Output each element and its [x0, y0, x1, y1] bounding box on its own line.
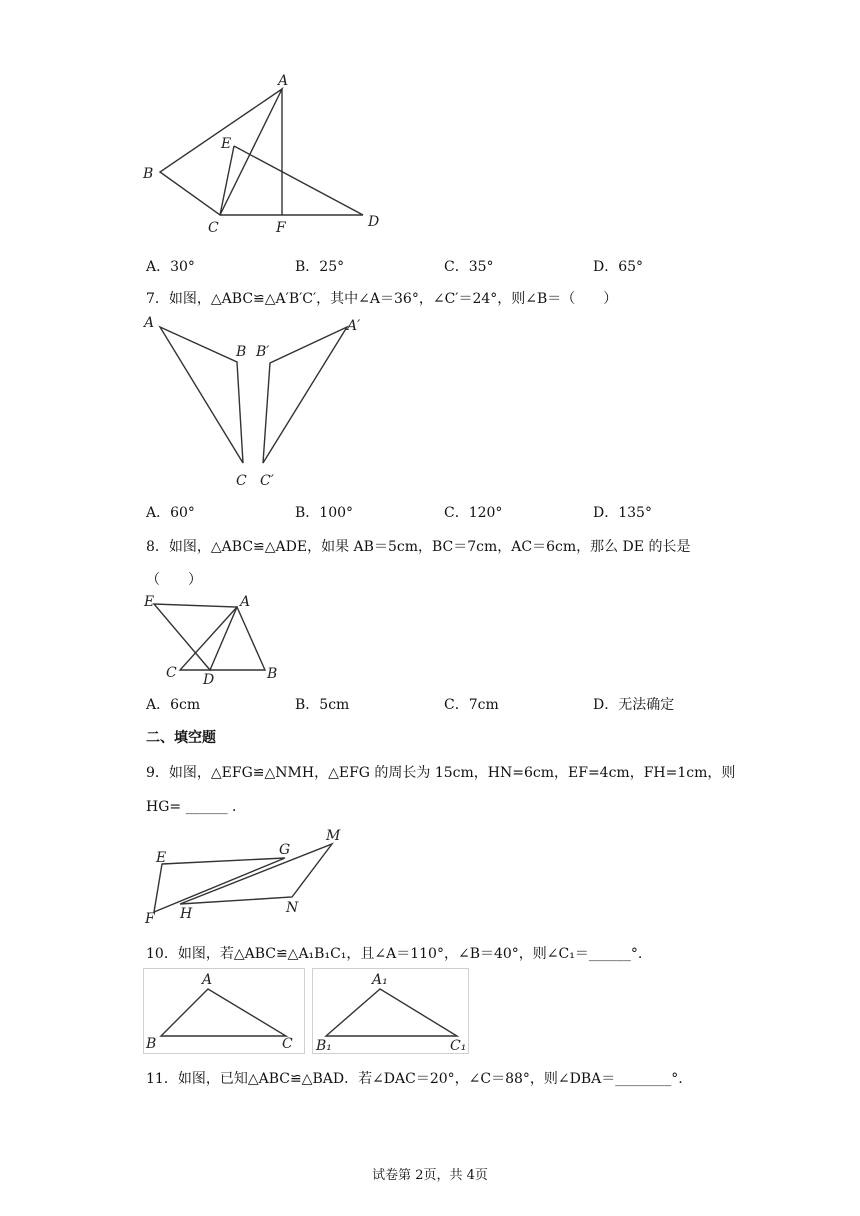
q7-label-a: A — [144, 315, 155, 331]
q6-option-b[interactable]: B．25° — [295, 259, 345, 275]
q10-label-c: C — [282, 1036, 293, 1052]
q9-label-h: H — [180, 906, 193, 922]
q8-answer-paren: （ ） — [146, 572, 202, 588]
q7-option-d[interactable]: D．135° — [593, 505, 652, 521]
q8-option-b[interactable]: B．5cm — [295, 697, 350, 713]
q6-segment-ed — [234, 146, 363, 215]
q8-triangle-ade — [154, 604, 237, 670]
q10-question-text[interactable]: 10．如图，若△ABC≌△A₁B₁C₁，且∠A＝110°，∠B＝40°，则∠C₁＝______°. — [146, 946, 643, 962]
q6-option-c[interactable]: C．35° — [444, 259, 494, 275]
q8-option-c[interactable]: C．7cm — [444, 697, 499, 713]
q7-figure — [140, 315, 380, 490]
q9-question-text-line1: 9．如图，△EFG≌△NMH，△EFG 的周长为 15cm，HN=6cm，EF=4cm，FH=1cm，则 — [146, 765, 736, 781]
q6-label-b: B — [143, 166, 154, 182]
q7-label-c: C — [236, 473, 247, 489]
q7-label-a2: A′ — [347, 318, 361, 334]
q8-question-text: 8．如图，△ABC≌△ADE，如果 AB＝5cm，BC＝7cm，AC＝6cm，那么 DE 的长是 — [146, 539, 691, 555]
q9-label-g: G — [279, 842, 291, 858]
q6-option-d[interactable]: D．65° — [593, 259, 644, 275]
q8-label-d: D — [203, 672, 215, 688]
q10-label-a: A — [202, 972, 213, 988]
q7-option-a[interactable]: A．60° — [146, 505, 195, 521]
q6-segment-ce — [220, 146, 234, 215]
q10-label-c1: C₁ — [450, 1038, 467, 1054]
q9-label-n: N — [286, 900, 299, 916]
q10-figure — [140, 968, 475, 1058]
section-title-fill-in: 二、填空题 — [146, 730, 216, 746]
q7-question-text: 7．如图，△ABC≌△A′B′C′，其中∠A＝36°，∠C′＝24°，则∠B＝（ ） — [146, 291, 618, 307]
q6-label-c: C — [208, 220, 219, 236]
q7-label-b2: B′ — [256, 344, 270, 360]
q6-triangle-abc — [160, 89, 282, 215]
q7-option-b[interactable]: B．100° — [295, 505, 354, 521]
q8-figure — [140, 592, 290, 687]
q9-figure — [140, 822, 350, 927]
q10-label-a1: A₁ — [372, 972, 388, 988]
q10-triangle-a1b1c1 — [326, 989, 457, 1036]
q9-triangle-nmh — [180, 844, 332, 904]
q8-label-e: E — [144, 594, 155, 610]
q7-label-b: B — [236, 344, 247, 360]
q10-label-b: B — [146, 1036, 157, 1052]
q6-figure — [130, 68, 390, 238]
q6-label-d: D — [368, 214, 380, 230]
q11-question-text[interactable]: 11．如图，已知△ABC≌△BAD．若∠DAC＝20°，∠C＝88°，则∠DBA＝________°. — [146, 1071, 683, 1087]
q6-label-f: F — [276, 220, 286, 236]
q9-label-f: F — [145, 911, 155, 927]
q7-triangle-a2b2c2 — [263, 327, 347, 463]
q10-label-b1: B₁ — [316, 1038, 332, 1054]
q7-option-c[interactable]: C．120° — [444, 505, 503, 521]
q9-label-e: E — [156, 850, 167, 866]
q8-option-d[interactable]: D．无法确定 — [593, 697, 675, 713]
q8-label-a: A — [240, 594, 251, 610]
q6-option-a[interactable]: A．30° — [146, 259, 195, 275]
q6-label-e: E — [221, 136, 232, 152]
q9-question-text-line2[interactable]: HG= ______ ． — [146, 799, 247, 815]
q10-triangle-abc — [161, 989, 286, 1036]
q8-label-b: B — [267, 666, 278, 682]
q9-label-m: M — [326, 828, 341, 844]
q7-label-c2: C′ — [260, 473, 274, 489]
q9-triangle-efg — [154, 858, 285, 912]
q8-triangle-abc — [180, 607, 265, 670]
q8-label-c: C — [166, 665, 177, 681]
q8-option-a[interactable]: A．6cm — [146, 697, 201, 713]
page-footer: 试卷第 2页，共 4页 — [372, 1168, 488, 1183]
q7-triangle-abc — [160, 327, 243, 463]
q6-label-a: A — [278, 73, 289, 89]
